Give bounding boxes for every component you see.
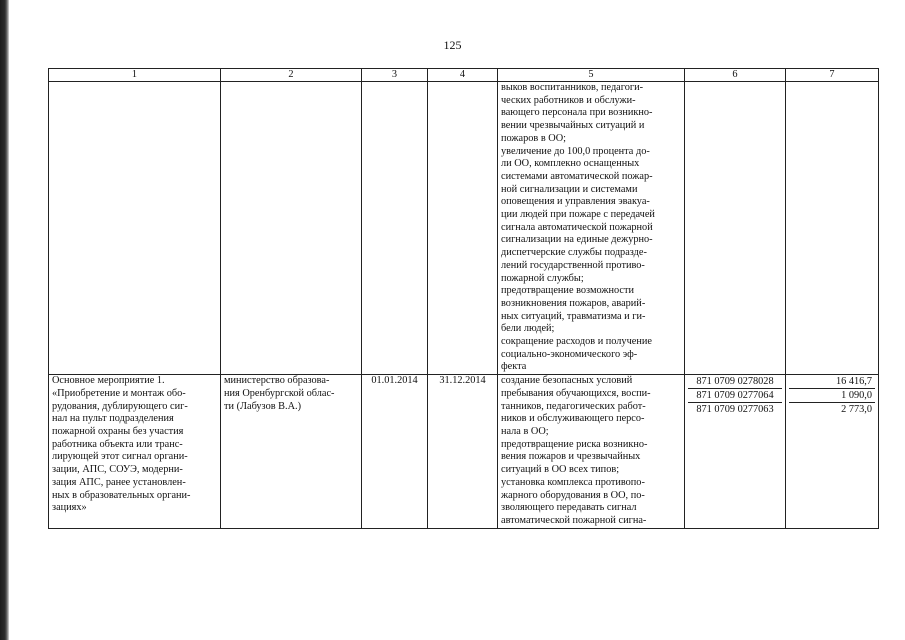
column-header-2: 2 [221,69,362,82]
column-header-5: 5 [498,69,685,82]
column-header-4: 4 [428,69,498,82]
responsible-cell: министерство образова- ния Оренбургской облас- ти (Лабузов В.А.) [221,375,362,528]
column-header-1: 1 [49,69,221,82]
budget-code: 871 0709 0277064 [688,389,782,403]
budget-amount: 1 090,0 [789,389,875,403]
end-date-cell: 31.12.2014 [428,375,498,528]
empty-cell [221,82,362,375]
empty-cell [428,82,498,375]
column-header-6: 6 [685,69,786,82]
binding-strip [0,0,9,640]
budget-amount: 2 773,0 [841,404,872,416]
budget-codes-cell [685,375,786,528]
amounts-cell [786,375,879,528]
column-header-7: 7 [786,69,879,82]
empty-cell [786,82,879,375]
column-header-3: 3 [362,69,428,82]
empty-cell [362,82,428,375]
empty-cell [49,82,221,375]
empty-cell [685,82,786,375]
expected-results-cell: выков воспитанников, педагоги- ческих работников и обслужи- вающего персонала при возникно- вении чрезвычайных ситуаций и пожаров в ОО; увеличение до 100,0 процента до- ли ОО, комплекно оснащенных системами автоматической пожар- ной сигнализации и системами оповещения и управления эвакуа- ции людей при пожаре с передачей сигнала автоматической пожарной сигнализации на единые дежурно- диспетчерские службы подразде- лений государственной противо- пожарной службы; предотвращение возможности возникновения пожаров, аварий- ных ситуаций, травматизма и ги- бели людей; сокращение расходов и получение социально-экономического эф- фекта [498,82,685,375]
expected-results-cell: создание безопасных условий пребывания обучающихся, воспи- танников, педагогических работ- ников и обслуживающего персо- нала в ОО; предотвращение риска возникно- вения пожаров и чрезвычайных ситуаций в ОО всех типов; установка комплекса противопо- жарного оборудования в ОО, по- зволяющего передавать сигнал автоматической пожарной сигна- [498,375,685,528]
budget-table [48,68,879,529]
table-row [49,375,879,528]
budget-code: 871 0709 0278028 [688,375,782,389]
table-row [49,82,879,375]
table-header-row [49,69,879,82]
page-number: 125 [443,38,462,52]
event-name-cell: Основное мероприятие 1. «Приобретение и монтаж обо- рудования, дублирующего сиг- нал на пульт подразделения пожарной охраны без участия работника объекта или транс- лирующей этот сигнал органи- зации, АПС, СОУЭ, модерни- зация АПС, ранее установлен- ных в образовательных органи- зациях» [49,375,221,528]
budget-amount: 16 416,7 [789,375,875,389]
start-date-cell: 01.01.2014 [362,375,428,528]
budget-code: 871 0709 0277063 [696,404,774,416]
